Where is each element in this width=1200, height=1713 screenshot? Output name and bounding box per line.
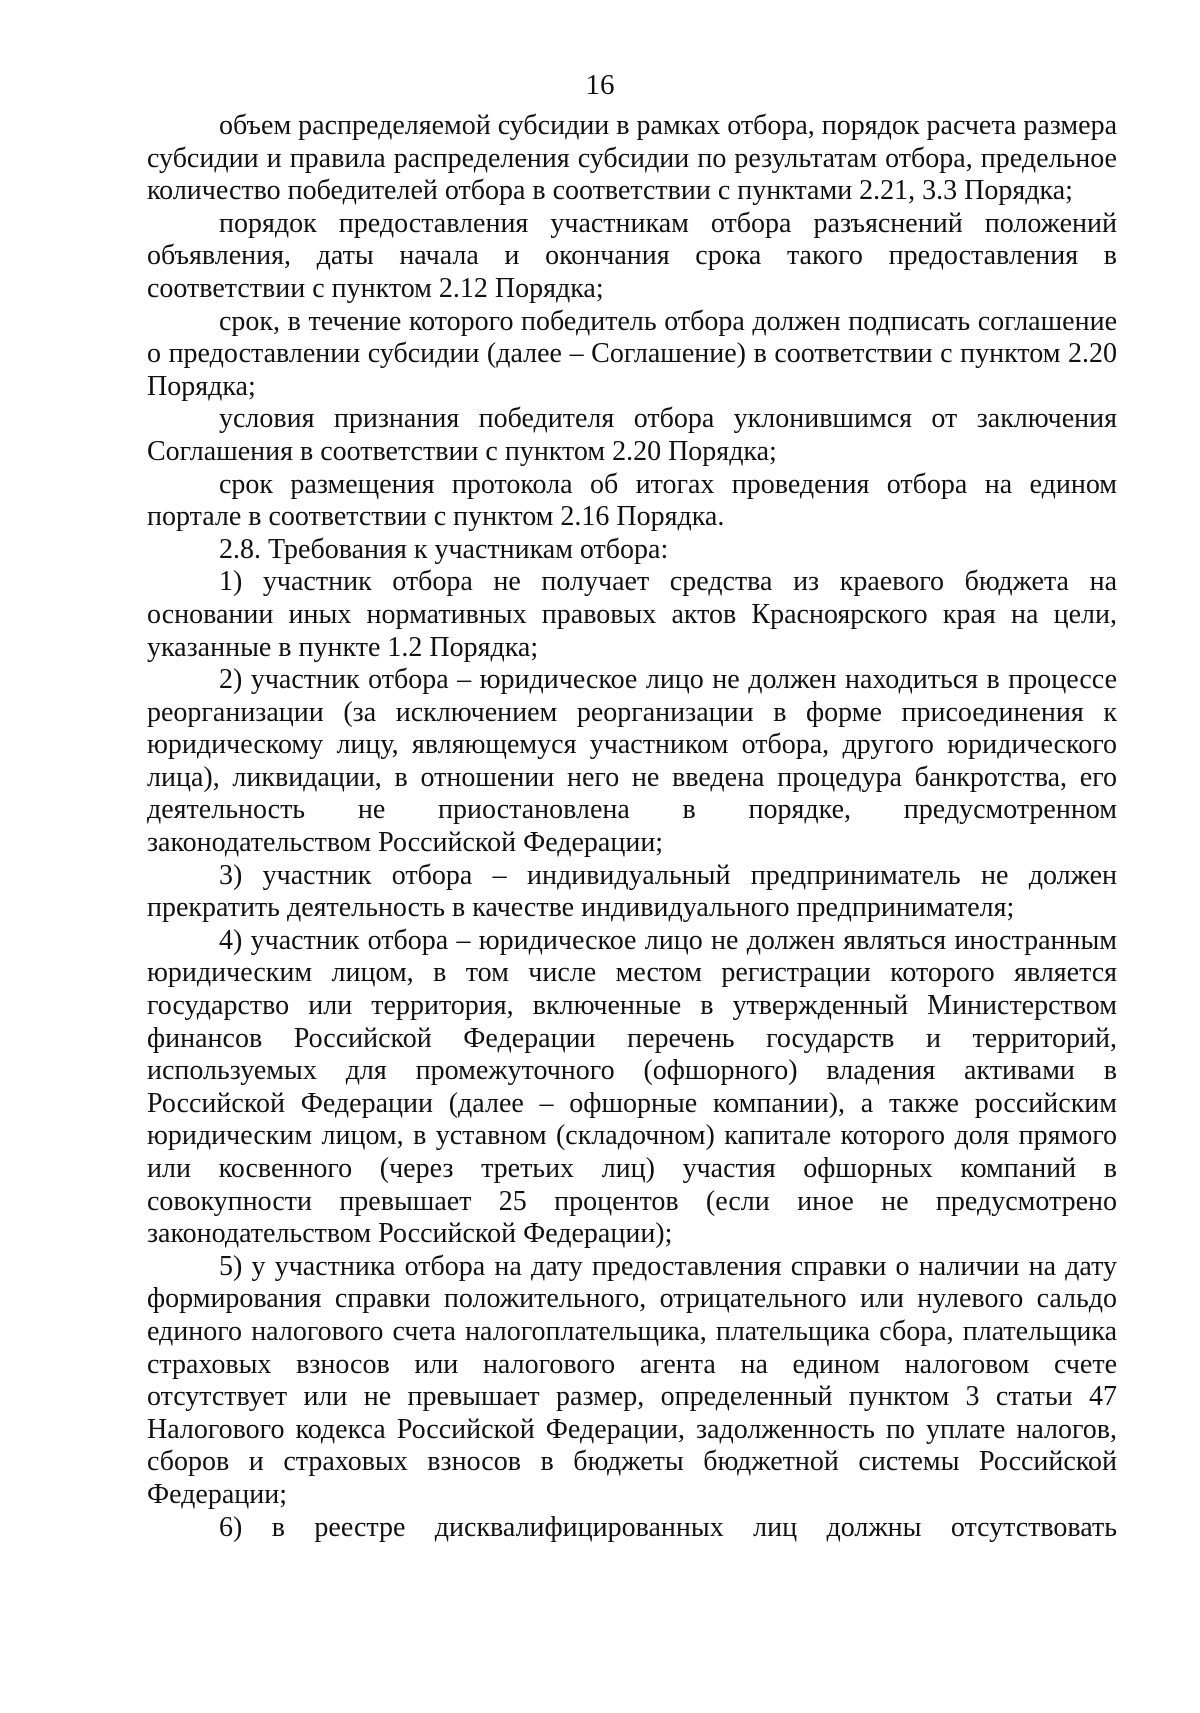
paragraph-clarification-procedure: порядок предоставления участникам отбора разъяснений положений объявления, даты начала и окончания срока такого предоставления в соответствии с пунктом 2.12 Порядка; bbox=[147, 207, 1117, 304]
paragraph-requirement-2: 2) участник отбора – юридическое лицо не должен находиться в процессе реорганизации (за исключением реорганизации в форме присоединения к юридическому лицу, являющемуся участником отбора, другого юридического лица), ликвидации, в отношении него не введена процедура банкротства, его деятельность не приостановлена в порядке, предусмотренном законодательством Российской Федерации; bbox=[147, 664, 1117, 859]
paragraph-selection-volume: объем распределяемой субсидии в рамках отбора, порядок расчета размера субсидии и правила распределения субсидии по результатам отбора, предельное количество победителей отбора в соответствии с пунктами 2.21, 3.3 Порядка; bbox=[147, 110, 1117, 207]
paragraph-agreement-term: срок, в течение которого победитель отбора должен подписать соглашение о предоставлении субсидии (далее – Соглашение) в соответствии с пунктом 2.20 Порядка; bbox=[147, 305, 1117, 402]
paragraph-requirement-3: 3) участник отбора – индивидуальный предприниматель не должен прекратить деятельность в качестве индивидуального предпринимателя; bbox=[147, 859, 1117, 924]
document-body bbox=[147, 110, 1117, 1544]
paragraph-requirements-heading: 2.8. Требования к участникам отбора: bbox=[219, 533, 669, 565]
page-number: 16 bbox=[585, 69, 615, 101]
paragraph-requirement-5: 5) у участника отбора на дату предоставления справки о наличии на дату формирования справки положительного, отрицательного или нулевого сальдо единого налогового счета налогоплательщика, плательщика сбора, плательщика страховых взносов или налогового агента на едином налоговом счете отсутствует или не превышает размер, определенный пунктом 3 статьи 47 Налогового кодекса Российской Федерации, задолженность по уплате налогов, сборов и страховых взносов в бюджеты бюджетной системы Российской Федерации; bbox=[147, 1250, 1117, 1510]
paragraph-evasion-conditions: условия признания победителя отбора уклонившимся от заключения Соглашения в соответствии с пунктом 2.20 Порядка; bbox=[147, 403, 1117, 467]
paragraph-requirement-6: 6) в реестре дисквалифицированных лиц должны отсутствовать bbox=[219, 1511, 1117, 1543]
paragraph-protocol-term: срок размещения протокола об итогах проведения отбора на едином портале в соответствии с пунктом 2.16 Порядка. bbox=[147, 468, 1117, 533]
paragraph-requirement-4: 4) участник отбора – юридическое лицо не должен являться иностранным юридическим лицом, в том числе местом регистрации которого является государство или территория, включенные в утвержденный Министерством финансов Российской Федерации перечень государств и территорий, используемых для промежуточного (офшорного) владения активами в Российской Федерации (далее – офшорные компании), а также российским юридическим лицом, в уставном (складочном) капитале которого доля прямого или косвенного (через третьих лиц) участия офшорных компаний в совокупности превышает 25 процентов (если иное не предусмотрено законодательством Российской Федерации); bbox=[147, 924, 1117, 1250]
paragraph-requirement-1: 1) участник отбора не получает средства из краевого бюджета на основании иных нормативных правовых актов Красноярского края на цели, указанные в пункте 1.2 Порядка; bbox=[147, 566, 1117, 663]
